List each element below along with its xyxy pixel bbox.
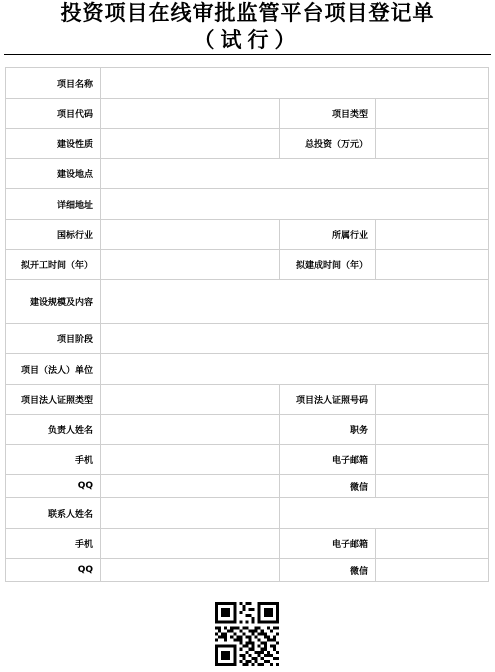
- wechat-2-field[interactable]: [376, 559, 489, 582]
- qq-2-field[interactable]: [101, 559, 280, 582]
- project-stage-label: 项目阶段: [6, 324, 101, 354]
- row-project-name: [6, 68, 489, 99]
- email-2-label: 电子邮箱: [280, 529, 376, 559]
- position-field[interactable]: [376, 415, 489, 445]
- wechat-1-label: 微信: [280, 475, 376, 498]
- planned-start-field[interactable]: [101, 250, 280, 280]
- contact-blank-cell: [280, 498, 489, 529]
- construction-nature-field[interactable]: [101, 129, 280, 159]
- responsible-name-field[interactable]: [101, 415, 280, 445]
- planned-completion-label: 拟建成时间（年）: [280, 250, 376, 280]
- project-name-field[interactable]: [101, 68, 489, 99]
- total-investment-label: 总投资（万元）: [280, 129, 376, 159]
- row-im-1: [6, 475, 489, 498]
- contact-name-field[interactable]: [101, 498, 280, 529]
- row-industry: [6, 220, 489, 250]
- row-scale-content: [6, 280, 489, 324]
- qq-1-label: QQ: [6, 475, 101, 498]
- row-contact-2: [6, 529, 489, 559]
- email-1-label: 电子邮箱: [280, 445, 376, 475]
- total-investment-field[interactable]: [376, 129, 489, 159]
- project-stage-field[interactable]: [101, 324, 489, 354]
- contact-name-label: 联系人姓名: [6, 498, 101, 529]
- registration-table: [5, 67, 489, 582]
- row-construction-nature: [6, 129, 489, 159]
- row-legal-cert: [6, 385, 489, 415]
- wechat-1-field[interactable]: [376, 475, 489, 498]
- legal-cert-type-field[interactable]: [101, 385, 280, 415]
- row-project-stage: [6, 324, 489, 354]
- detailed-address-label: 详细地址: [6, 189, 101, 220]
- row-project-code: [6, 99, 489, 129]
- affiliated-industry-label: 所属行业: [280, 220, 376, 250]
- affiliated-industry-field[interactable]: [376, 220, 489, 250]
- row-schedule: [6, 250, 489, 280]
- row-responsible: [6, 415, 489, 445]
- scale-content-label: 建设规模及内容: [6, 280, 101, 324]
- wechat-2-label: 微信: [280, 559, 376, 582]
- legal-entity-label: 项目（法人）单位: [6, 354, 101, 385]
- scale-content-field[interactable]: [101, 280, 489, 324]
- form-subtitle: （试行）: [193, 28, 302, 52]
- position-label: 职务: [280, 415, 376, 445]
- phone-1-label: 手机: [6, 445, 101, 475]
- planned-completion-field[interactable]: [376, 250, 489, 280]
- form-title: 投资项目在线审批监管平台项目登记单: [60, 1, 435, 25]
- row-legal-entity: [6, 354, 489, 385]
- qq-1-field[interactable]: [101, 475, 280, 498]
- construction-nature-label: 建设性质: [6, 129, 101, 159]
- phone-2-label: 手机: [6, 529, 101, 559]
- responsible-name-label: 负责人姓名: [6, 415, 101, 445]
- row-detailed-address: [6, 189, 489, 220]
- project-code-field[interactable]: [101, 99, 280, 129]
- project-type-label: 项目类型: [280, 99, 376, 129]
- construction-site-label: 建设地点: [6, 159, 101, 189]
- legal-cert-number-label: 项目法人证照号码: [280, 385, 376, 415]
- phone-1-field[interactable]: [101, 445, 280, 475]
- legal-cert-number-field[interactable]: [376, 385, 489, 415]
- title-divider: [4, 54, 491, 55]
- detailed-address-field[interactable]: [101, 189, 489, 220]
- legal-cert-type-label: 项目法人证照类型: [6, 385, 101, 415]
- national-industry-field[interactable]: [101, 220, 280, 250]
- email-1-field[interactable]: [376, 445, 489, 475]
- row-contact-person: [6, 498, 489, 529]
- row-contact-1: [6, 445, 489, 475]
- project-code-label: 项目代码: [6, 99, 101, 129]
- planned-start-label: 拟开工时间（年）: [6, 250, 101, 280]
- legal-entity-field[interactable]: [101, 354, 489, 385]
- project-name-label: 项目名称: [6, 68, 101, 99]
- construction-site-field[interactable]: [101, 159, 489, 189]
- phone-2-field[interactable]: [101, 529, 280, 559]
- project-type-field[interactable]: [376, 99, 489, 129]
- qq-2-label: QQ: [6, 559, 101, 582]
- row-im-2: [6, 559, 489, 582]
- email-2-field[interactable]: [376, 529, 489, 559]
- national-industry-label: 国标行业: [6, 220, 101, 250]
- qr-code-icon[interactable]: [215, 602, 279, 666]
- row-construction-site: [6, 159, 489, 189]
